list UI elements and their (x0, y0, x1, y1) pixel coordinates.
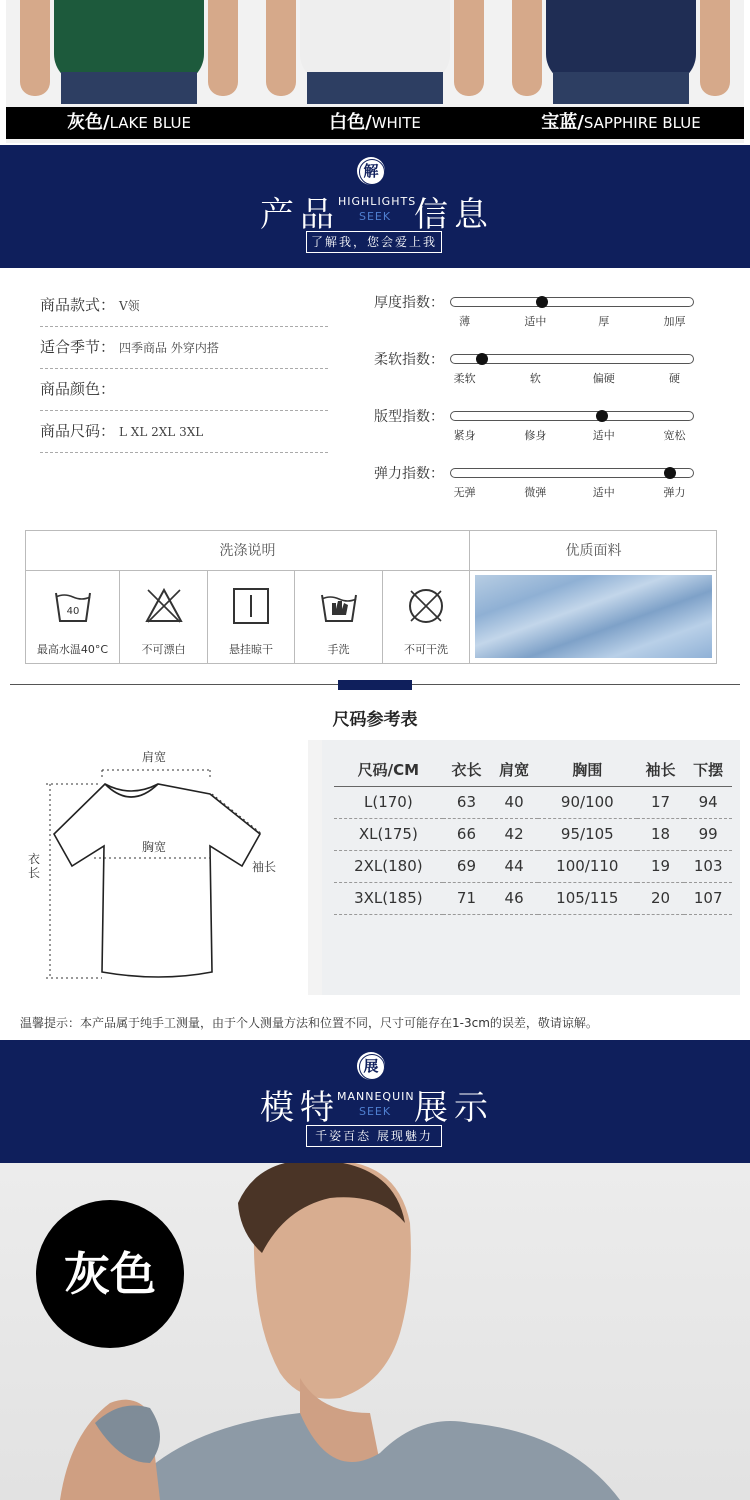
info-row-style (40, 285, 328, 327)
swatch-cn: 灰色/ (67, 112, 110, 133)
banner-tagline: 千姿百态 展现魅力 (306, 1125, 442, 1147)
table-header-row (334, 754, 732, 786)
label-chest: 胸宽 (142, 840, 167, 854)
table-cell: 18 (637, 818, 685, 850)
table-cell: 69 (443, 850, 491, 882)
scale-label: 厚度指数： (374, 295, 444, 311)
table-cell: XL(175) (334, 818, 443, 850)
table-cell: 103 (684, 850, 732, 882)
table-cell: 40 (490, 786, 538, 818)
table-cell: 46 (490, 882, 538, 914)
seal-icon: 解 (357, 157, 385, 185)
color-badge: 灰色 (36, 1200, 184, 1348)
size-note: 温馨提示：本产品属于纯手工测量，由于个人测量方法和位置不同，尺寸可能存在1-3cm的误差，敬请谅解。 (20, 1016, 598, 1030)
table-cell: 42 (490, 818, 538, 850)
table-cell: 2XL(180) (334, 850, 443, 882)
info-value: 四季商品 外穿内搭 (119, 341, 219, 355)
scale-track (450, 411, 694, 421)
model-photo (0, 1163, 750, 1500)
jeans (307, 72, 443, 104)
label-sleeve: 袖长 (252, 860, 277, 874)
model-arm (266, 0, 296, 96)
table-cell: 66 (443, 818, 491, 850)
wash-40-icon (52, 585, 94, 627)
label-length: 衣长 (28, 852, 41, 880)
scale-tick-label: 适中 (592, 486, 615, 499)
size-chart (10, 740, 740, 995)
table-row (334, 850, 732, 882)
seal-icon: 展 (357, 1052, 385, 1080)
size-chart-title: 尺码参考表 (332, 710, 418, 730)
size-table (322, 740, 740, 995)
table-cell: L(170) (334, 786, 443, 818)
swatch-caption (6, 107, 252, 139)
hand-wash-icon (318, 585, 360, 627)
banner-tagline: 了解我，您会爱上我 (306, 231, 442, 253)
scale-row (374, 288, 704, 345)
color-swatches (0, 0, 750, 143)
wash-caption: 最高水温40°C (36, 643, 109, 656)
wash-item (383, 571, 470, 664)
no-dry-clean-icon (405, 585, 447, 627)
swatch-caption (252, 107, 498, 139)
info-row-size (40, 411, 328, 453)
wash-header: 洗涤说明 (26, 531, 470, 571)
info-row-season (40, 327, 328, 369)
swatch-cn: 宝蓝/ (541, 112, 584, 133)
table-cell: 99 (684, 818, 732, 850)
col-header: 衣长 (443, 754, 491, 786)
model-arm (512, 0, 542, 96)
scale-row (374, 459, 704, 516)
scale-tick-label: 硬 (668, 372, 680, 385)
banner-title-left: 产品 (260, 195, 340, 235)
table-cell: 20 (637, 882, 685, 914)
scale-tick-label: 弹力 (663, 486, 686, 499)
scale-tick-label: 加厚 (663, 315, 686, 328)
fabric-header: 优质面料 (470, 531, 717, 571)
property-scales (374, 288, 704, 516)
model-arm (454, 0, 484, 96)
swatch-en: LAKE BLUE (109, 114, 191, 132)
info-key: 适合季节： (40, 338, 116, 356)
table-cell: 19 (637, 850, 685, 882)
wash-caption: 悬挂晾干 (229, 643, 273, 656)
scale-tick-label: 偏硬 (592, 372, 615, 385)
wash-caption: 不可干洗 (404, 643, 448, 656)
table-cell: 105/115 (538, 882, 637, 914)
table-cell: 95/105 (538, 818, 637, 850)
swatch-green[interactable] (6, 0, 252, 143)
wash-item (26, 571, 120, 664)
scale-track (450, 297, 694, 307)
wash-item (208, 571, 295, 664)
section-divider-tab (338, 680, 412, 690)
table-cell: 71 (443, 882, 491, 914)
model-arm (208, 0, 238, 96)
scale-tick-label: 宽松 (663, 429, 686, 442)
wash-caption: 不可漂白 (141, 643, 186, 656)
scale-tick-label: 修身 (524, 429, 547, 442)
info-key: 商品款式： (40, 296, 116, 314)
scale-tick-label: 适中 (592, 429, 615, 442)
swatch-en: WHITE (371, 114, 421, 132)
wash-temp-number: 40 (66, 606, 79, 617)
scale-indicator (476, 353, 488, 365)
col-header: 尺码/CM (334, 754, 443, 786)
scale-label: 版型指数： (374, 409, 444, 425)
info-key: 商品颜色： (40, 380, 116, 398)
scale-row (374, 402, 704, 459)
swatch-sapphire[interactable] (498, 0, 744, 143)
label-shoulder: 肩宽 (142, 750, 167, 764)
banner-en-top: MANNEQUIN (337, 1090, 415, 1103)
table-cell: 100/110 (538, 850, 637, 882)
col-header: 袖长 (637, 754, 685, 786)
jeans (553, 72, 689, 104)
info-key: 商品尺码： (40, 422, 116, 440)
table-cell: 63 (443, 786, 491, 818)
scale-tick-label: 紧身 (453, 429, 476, 442)
scale-tick-label: 薄 (459, 315, 471, 328)
table-row (334, 818, 732, 850)
col-header: 下摆 (684, 754, 732, 786)
swatch-cn: 白色/ (329, 112, 372, 133)
tee-diagram (10, 740, 308, 995)
table-cell: 17 (637, 786, 685, 818)
col-header: 肩宽 (490, 754, 538, 786)
hang-dry-icon (230, 585, 272, 627)
table-cell: 107 (684, 882, 732, 914)
size-table-grid (334, 754, 732, 915)
scale-track (450, 468, 694, 478)
info-value: V领 (119, 299, 140, 313)
swatch-caption (498, 107, 744, 139)
wash-item (120, 571, 208, 664)
scale-label: 柔软指数： (374, 352, 444, 368)
banner-en-bottom: SEEK (359, 1105, 392, 1118)
banner-en-bottom: SEEK (359, 210, 392, 223)
banner-title-right: 展示 (414, 1088, 494, 1128)
mannequin-banner (0, 1040, 750, 1163)
scale-indicator (596, 410, 608, 422)
wash-instructions (25, 530, 717, 664)
info-row-color (40, 369, 328, 411)
model-arm (700, 0, 730, 96)
col-header: 胸围 (538, 754, 637, 786)
table-cell: 3XL(185) (334, 882, 443, 914)
table-row (334, 786, 732, 818)
scale-tick-label: 柔软 (453, 372, 476, 385)
scale-row (374, 345, 704, 402)
scale-indicator (536, 296, 548, 308)
scale-tick-label: 适中 (524, 315, 547, 328)
swatch-en: SAPPHIRE BLUE (583, 114, 701, 132)
model-arm (20, 0, 50, 96)
scale-label: 弹力指数： (374, 466, 444, 482)
scale-tick-label: 无弹 (453, 486, 476, 499)
scale-tick-label: 厚 (598, 315, 610, 328)
highlights-banner (0, 145, 750, 268)
scale-tick-label: 软 (529, 372, 541, 385)
table-cell: 94 (684, 786, 732, 818)
table-cell: 44 (490, 850, 538, 882)
swatch-white[interactable] (252, 0, 498, 143)
product-info-list (40, 285, 328, 453)
scale-tick-label: 微弹 (524, 486, 547, 499)
banner-title-right: 信息 (414, 195, 494, 235)
info-value: L XL 2XL 3XL (119, 425, 204, 439)
table-cell: 90/100 (538, 786, 637, 818)
table-row (334, 882, 732, 914)
wash-caption: 手洗 (327, 643, 350, 656)
banner-en-top: HIGHLIGHTS (338, 195, 417, 208)
no-bleach-icon (143, 585, 185, 627)
jeans (61, 72, 197, 104)
fabric-swatch-image (475, 575, 712, 658)
wash-item (295, 571, 383, 664)
banner-title-left: 模特 (260, 1088, 340, 1128)
